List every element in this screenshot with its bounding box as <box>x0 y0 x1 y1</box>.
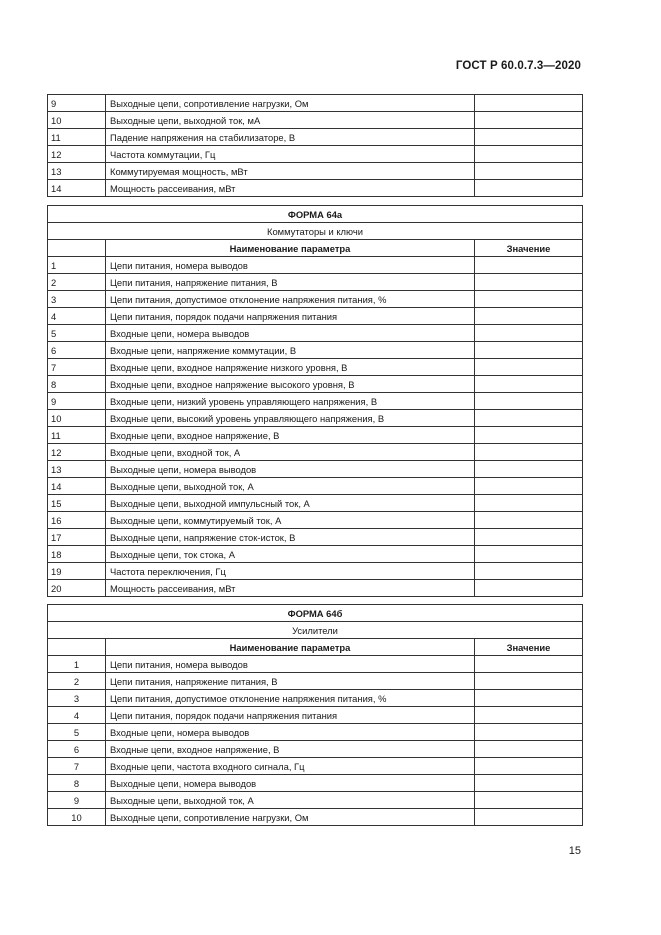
continuation-table <box>47 94 583 197</box>
parameter-value[interactable] <box>475 95 583 112</box>
table-row <box>48 495 583 512</box>
table-row <box>48 325 583 342</box>
parameter-name: Выходные цепи, сопротивление нагрузки, Ом <box>106 95 475 112</box>
parameter-name: Цепи питания, порядок подачи напряжения питания <box>106 707 475 724</box>
parameter-value[interactable] <box>474 512 582 529</box>
row-number: 7 <box>48 758 106 775</box>
table-row <box>48 563 583 580</box>
row-number: 2 <box>48 673 106 690</box>
parameter-name: Входные цепи, входное напряжение, В <box>106 741 475 758</box>
parameter-name: Мощность рассеивания, мВт <box>106 580 475 597</box>
table-row <box>48 444 583 461</box>
parameter-value[interactable] <box>474 529 582 546</box>
table-row <box>48 461 583 478</box>
table-row <box>48 707 583 724</box>
table-row <box>48 274 583 291</box>
parameter-name: Цепи питания, порядок подачи напряжения питания <box>106 308 475 325</box>
parameter-value[interactable] <box>474 274 582 291</box>
parameter-value[interactable] <box>474 359 582 376</box>
parameter-value[interactable] <box>474 376 582 393</box>
row-number: 4 <box>48 308 106 325</box>
row-number: 13 <box>48 163 106 180</box>
row-number: 3 <box>48 291 106 308</box>
parameter-name: Цепи питания, номера выводов <box>106 656 475 673</box>
row-number: 3 <box>48 690 106 707</box>
column-header-number <box>48 240 106 257</box>
parameter-value[interactable] <box>474 656 582 673</box>
parameter-name: Цепи питания, номера выводов <box>106 257 475 274</box>
parameter-value[interactable] <box>474 444 582 461</box>
parameter-value[interactable] <box>474 707 582 724</box>
parameter-value[interactable] <box>474 308 582 325</box>
parameter-name: Входные цепи, номера выводов <box>106 724 475 741</box>
row-number: 1 <box>48 257 106 274</box>
parameter-name: Выходные цепи, выходной ток, А <box>106 478 475 495</box>
parameter-value[interactable] <box>474 758 582 775</box>
parameter-name: Входные цепи, напряжение коммутации, В <box>106 342 475 359</box>
form-64b-table <box>47 604 583 826</box>
row-number: 14 <box>48 180 106 197</box>
parameter-name: Падение напряжения на стабилизаторе, В <box>106 129 475 146</box>
table-row <box>48 529 583 546</box>
row-number: 1 <box>48 656 106 673</box>
form-64a-title: ФОРМА 64а <box>48 206 583 223</box>
row-number: 6 <box>48 342 106 359</box>
parameter-name: Выходные цепи, сопротивление нагрузки, Ом <box>106 809 475 826</box>
row-number: 9 <box>48 95 106 112</box>
table-row <box>48 478 583 495</box>
column-header-number <box>48 639 106 656</box>
table-row <box>48 257 583 274</box>
parameter-name: Выходные цепи, выходной ток, А <box>106 792 475 809</box>
parameter-value[interactable] <box>474 775 582 792</box>
row-number: 14 <box>48 478 106 495</box>
parameter-value[interactable] <box>475 163 583 180</box>
row-number: 17 <box>48 529 106 546</box>
table-row <box>48 112 583 129</box>
parameter-name: Выходные цепи, ток стока, А <box>106 546 475 563</box>
table-row <box>48 741 583 758</box>
table-row <box>48 809 583 826</box>
column-header-parameter: Наименование параметра <box>106 639 475 656</box>
form-64b-title: ФОРМА 64б <box>48 605 583 622</box>
parameter-value[interactable] <box>474 546 582 563</box>
parameter-value[interactable] <box>474 427 582 444</box>
parameter-name: Частота коммутации, Гц <box>106 146 475 163</box>
row-number: 18 <box>48 546 106 563</box>
parameter-value[interactable] <box>474 741 582 758</box>
table-row <box>48 792 583 809</box>
form-64a-table <box>47 205 583 597</box>
parameter-name: Выходные цепи, номера выводов <box>106 461 475 478</box>
table-row <box>48 146 583 163</box>
parameter-name: Цепи питания, допустимое отклонение напряжения питания, % <box>106 291 475 308</box>
parameter-name: Коммутируемая мощность, мВт <box>106 163 475 180</box>
parameter-value[interactable] <box>475 112 583 129</box>
table-row <box>48 656 583 673</box>
parameter-name: Цепи питания, допустимое отклонение напряжения питания, % <box>106 690 475 707</box>
table-row <box>48 580 583 597</box>
table-row <box>48 410 583 427</box>
parameter-name: Выходные цепи, напряжение сток-исток, В <box>106 529 475 546</box>
parameter-value[interactable] <box>474 724 582 741</box>
parameter-name: Входные цепи, входное напряжение высокого уровня, В <box>106 376 475 393</box>
table-row <box>48 393 583 410</box>
table-row <box>48 724 583 741</box>
parameter-name: Входные цепи, частота входного сигнала, Гц <box>106 758 475 775</box>
parameter-value[interactable] <box>475 129 583 146</box>
parameter-value[interactable] <box>474 410 582 427</box>
row-number: 5 <box>48 325 106 342</box>
parameter-value[interactable] <box>474 257 582 274</box>
row-number: 9 <box>48 393 106 410</box>
parameter-value[interactable] <box>474 690 582 707</box>
parameter-value[interactable] <box>474 495 582 512</box>
table-row <box>48 673 583 690</box>
parameter-name: Выходные цепи, номера выводов <box>106 775 475 792</box>
column-header-value: Значение <box>474 240 582 257</box>
row-number: 12 <box>48 444 106 461</box>
parameter-name: Частота переключения, Гц <box>106 563 475 580</box>
table-row <box>48 291 583 308</box>
row-number: 4 <box>48 707 106 724</box>
parameter-value[interactable] <box>474 792 582 809</box>
parameter-name: Входные цепи, входное напряжение низкого уровня, В <box>106 359 475 376</box>
row-number: 10 <box>48 410 106 427</box>
table-row <box>48 758 583 775</box>
document-id: ГОСТ Р 60.0.7.3—2020 <box>455 60 581 72</box>
row-number: 20 <box>48 580 106 597</box>
table-row <box>48 163 583 180</box>
parameter-name: Цепи питания, напряжение питания, В <box>106 274 475 291</box>
parameter-value[interactable] <box>474 809 582 826</box>
parameter-name: Цепи питания, напряжение питания, В <box>106 673 475 690</box>
parameter-name: Входные цепи, номера выводов <box>106 325 475 342</box>
table-row <box>48 690 583 707</box>
form-64b-subtitle: Усилители <box>48 622 583 639</box>
table-row <box>48 546 583 563</box>
row-number: 8 <box>48 775 106 792</box>
table-row <box>48 376 583 393</box>
row-number: 11 <box>48 129 106 146</box>
parameter-value[interactable] <box>474 325 582 342</box>
row-number: 10 <box>48 112 106 129</box>
table-row <box>48 427 583 444</box>
parameter-name: Входные цепи, входной ток, А <box>106 444 475 461</box>
table-row <box>48 512 583 529</box>
row-number: 10 <box>48 809 106 826</box>
parameter-value[interactable] <box>474 673 582 690</box>
table-row <box>48 308 583 325</box>
table-row <box>48 129 583 146</box>
parameter-value[interactable] <box>474 291 582 308</box>
row-number: 6 <box>48 741 106 758</box>
row-number: 8 <box>48 376 106 393</box>
table-row <box>48 180 583 197</box>
parameter-value[interactable] <box>474 563 582 580</box>
row-number: 19 <box>48 563 106 580</box>
parameter-name: Выходные цепи, выходной ток, мА <box>106 112 475 129</box>
parameter-value[interactable] <box>474 393 582 410</box>
column-header-parameter: Наименование параметра <box>106 240 475 257</box>
table-row <box>48 95 583 112</box>
row-number: 13 <box>48 461 106 478</box>
parameter-value[interactable] <box>475 146 583 163</box>
row-number: 2 <box>48 274 106 291</box>
table-row <box>48 775 583 792</box>
parameter-name: Выходные цепи, выходной импульсный ток, А <box>106 495 475 512</box>
row-number: 15 <box>48 495 106 512</box>
page-number: 15 <box>568 845 581 857</box>
parameter-value[interactable] <box>474 342 582 359</box>
continuation-table-body <box>48 95 583 197</box>
parameter-value[interactable] <box>474 580 582 597</box>
parameter-name: Входные цепи, высокий уровень управляющего напряжения, В <box>106 410 475 427</box>
parameter-name: Мощность рассеивания, мВт <box>106 180 475 197</box>
parameter-name: Входные цепи, низкий уровень управляющего напряжения, В <box>106 393 475 410</box>
parameter-name: Входные цепи, входное напряжение, В <box>106 427 475 444</box>
parameter-value[interactable] <box>475 180 583 197</box>
row-number: 12 <box>48 146 106 163</box>
row-number: 11 <box>48 427 106 444</box>
parameter-value[interactable] <box>474 478 582 495</box>
form-64b-body <box>48 656 583 826</box>
table-row <box>48 342 583 359</box>
row-number: 9 <box>48 792 106 809</box>
table-row <box>48 359 583 376</box>
parameter-name: Выходные цепи, коммутируемый ток, А <box>106 512 475 529</box>
column-header-value: Значение <box>474 639 582 656</box>
form-64a-subtitle: Коммутаторы и ключи <box>48 223 583 240</box>
form-64a-body <box>48 257 583 597</box>
row-number: 16 <box>48 512 106 529</box>
parameter-value[interactable] <box>474 461 582 478</box>
row-number: 7 <box>48 359 106 376</box>
row-number: 5 <box>48 724 106 741</box>
